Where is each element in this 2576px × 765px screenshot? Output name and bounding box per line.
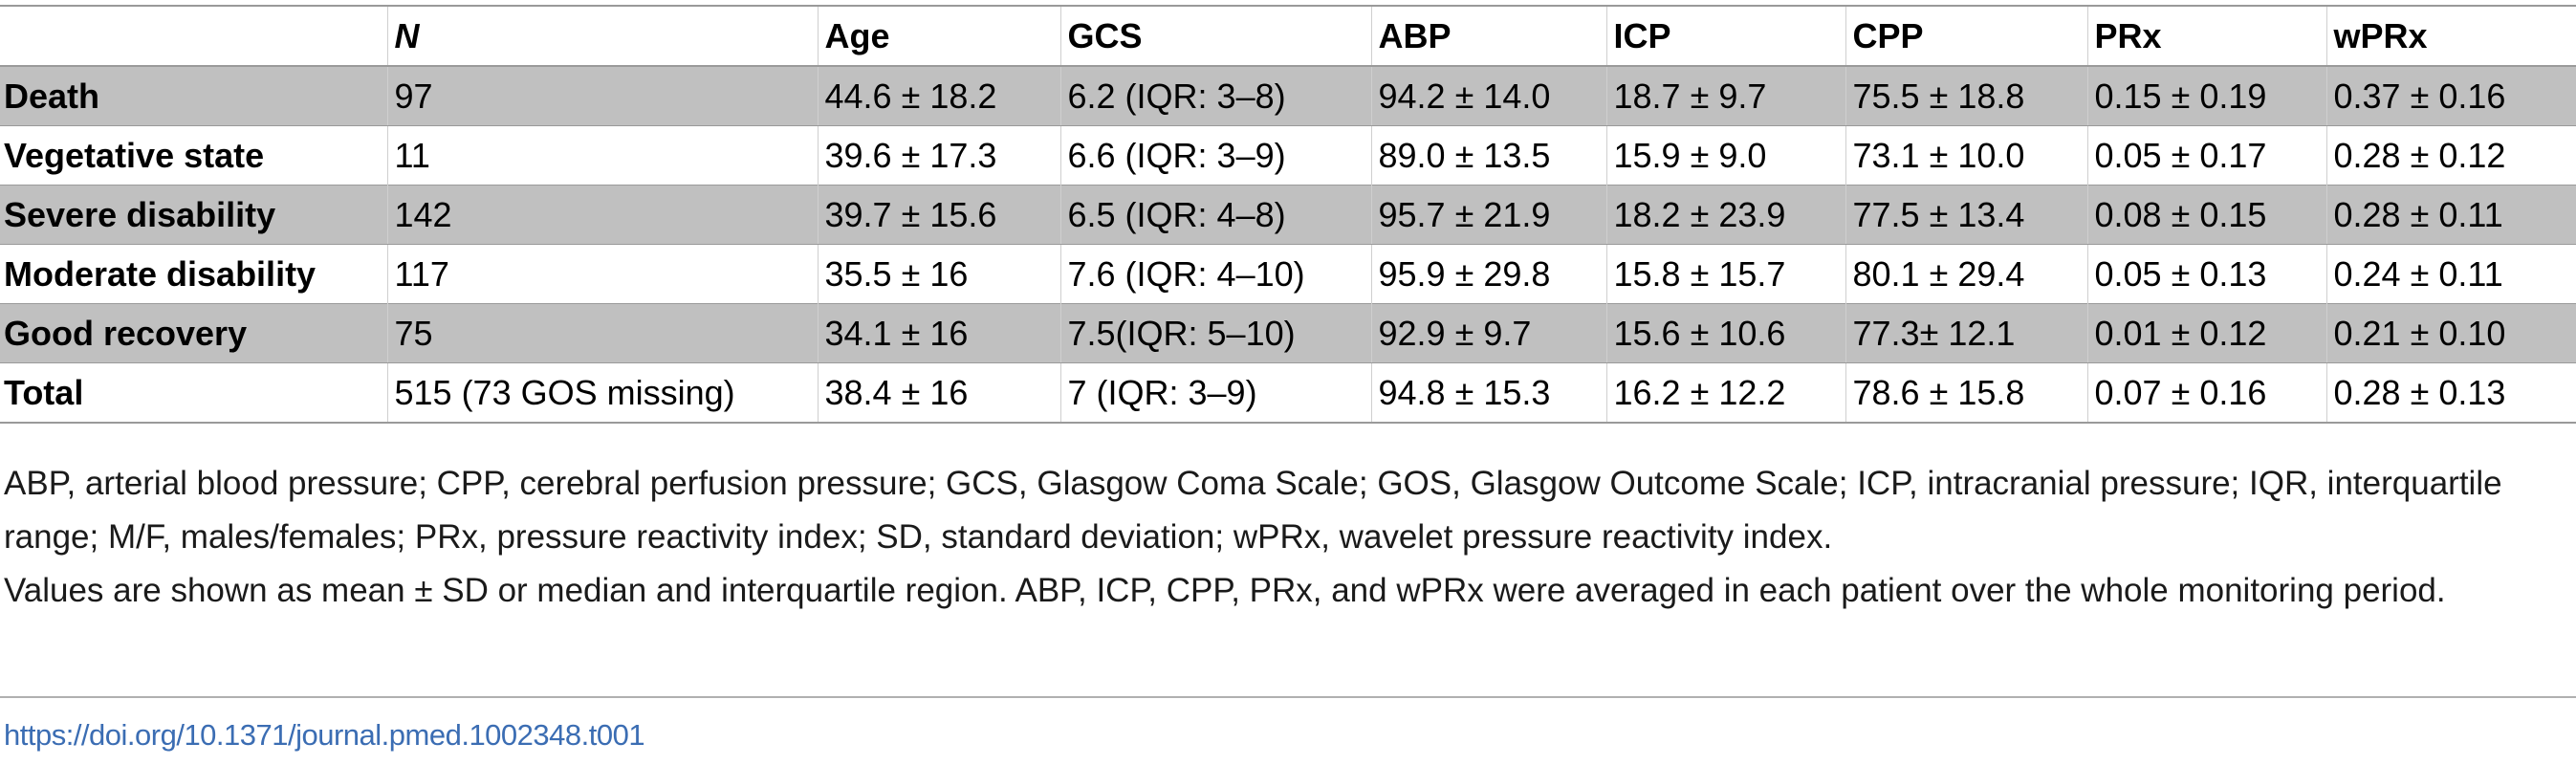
table-row <box>0 304 2576 363</box>
cell-gcs: 7.6 (IQR: 4–10) <box>1060 245 1371 304</box>
cell-n: 515 (73 GOS missing) <box>387 363 818 424</box>
cell-age: 38.4 ± 16 <box>818 363 1060 424</box>
cell-prx: 0.08 ± 0.15 <box>2087 186 2326 245</box>
cell-abp: 94.2 ± 14.0 <box>1371 66 1606 126</box>
cell-abp: 94.8 ± 15.3 <box>1371 363 1606 424</box>
table-row <box>0 186 2576 245</box>
cell-icp: 15.8 ± 15.7 <box>1606 245 1845 304</box>
row-label: Severe disability <box>0 186 387 245</box>
doi-link[interactable]: https://doi.org/10.1371/journal.pmed.1002348.t001 <box>4 718 645 752</box>
cell-gcs: 6.5 (IQR: 4–8) <box>1060 186 1371 245</box>
cell-wprx: 0.24 ± 0.11 <box>2326 245 2576 304</box>
cell-n: 97 <box>387 66 818 126</box>
cell-gcs: 6.2 (IQR: 3–8) <box>1060 66 1371 126</box>
cell-prx: 0.05 ± 0.13 <box>2087 245 2326 304</box>
cell-icp: 16.2 ± 12.2 <box>1606 363 1845 424</box>
cell-cpp: 77.3± 12.1 <box>1845 304 2087 363</box>
cell-abp: 92.9 ± 9.7 <box>1371 304 1606 363</box>
cell-cpp: 77.5 ± 13.4 <box>1845 186 2087 245</box>
cell-n: 75 <box>387 304 818 363</box>
cell-icp: 15.6 ± 10.6 <box>1606 304 1845 363</box>
table-row <box>0 126 2576 186</box>
row-label: Vegetative state <box>4 135 265 175</box>
cell-icp: 18.7 ± 9.7 <box>1606 66 1845 126</box>
table-header-row <box>0 6 2576 66</box>
header-age: Age <box>818 6 1060 66</box>
cell-wprx: 0.28 ± 0.11 <box>2326 186 2576 245</box>
values-note: Values are shown as mean ± SD or median and interquartile region. ABP, ICP, CPP, PRx, and wPRx were averaged in each patient over the whole monitoring period. <box>4 572 2446 609</box>
cell-prx: 0.15 ± 0.19 <box>2087 66 2326 126</box>
row-label: Total <box>4 372 84 412</box>
cell-wprx: 0.28 ± 0.13 <box>2326 363 2576 424</box>
header-prx: PRx <box>2087 6 2326 66</box>
header-icp: ICP <box>1606 6 1845 66</box>
table-row <box>0 66 2576 126</box>
cell-icp: 15.9 ± 9.0 <box>1606 126 1845 186</box>
cell-age: 44.6 ± 18.2 <box>818 66 1060 126</box>
cell-cpp: 80.1 ± 29.4 <box>1845 245 2087 304</box>
cell-gcs: 7 (IQR: 3–9) <box>1060 363 1371 424</box>
cell-n: 11 <box>387 126 818 186</box>
header-blank <box>0 6 387 66</box>
abbreviations-note: ABP, arterial blood pressure; CPP, cerebral perfusion pressure; GCS, Glasgow Coma Scale; GOS, Glasgow Outcome Scale; ICP, intracranial pressure; IQR, interquartile range; M/F, males/females; PRx, pressure reactivity index; SD, standard deviation; wPRx, wavelet pressure reactivity index. <box>4 465 2502 556</box>
table-row <box>0 245 2576 304</box>
cell-abp: 95.7 ± 21.9 <box>1371 186 1606 245</box>
cell-abp: 89.0 ± 13.5 <box>1371 126 1606 186</box>
cell-cpp: 78.6 ± 15.8 <box>1845 363 2087 424</box>
cell-gcs: 6.6 (IQR: 3–9) <box>1060 126 1371 186</box>
cell-prx: 0.01 ± 0.12 <box>2087 304 2326 363</box>
row-label: Moderate disability <box>4 253 317 294</box>
cell-age: 35.5 ± 16 <box>818 245 1060 304</box>
header-gcs: GCS <box>1060 6 1371 66</box>
cell-wprx: 0.37 ± 0.16 <box>2326 66 2576 126</box>
cell-prx: 0.05 ± 0.17 <box>2087 126 2326 186</box>
cell-n: 142 <box>387 186 818 245</box>
row-label: Good recovery <box>0 304 387 363</box>
cell-wprx: 0.21 ± 0.10 <box>2326 304 2576 363</box>
outcome-table <box>0 5 2576 424</box>
cell-wprx: 0.28 ± 0.12 <box>2326 126 2576 186</box>
cell-cpp: 75.5 ± 18.8 <box>1845 66 2087 126</box>
header-abp: ABP <box>1371 6 1606 66</box>
header-n: N <box>387 6 818 66</box>
cell-n: 117 <box>387 245 818 304</box>
cell-age: 39.7 ± 15.6 <box>818 186 1060 245</box>
row-label: Death <box>0 66 387 126</box>
cell-gcs: 7.5(IQR: 5–10) <box>1060 304 1371 363</box>
cell-age: 39.6 ± 17.3 <box>818 126 1060 186</box>
cell-age: 34.1 ± 16 <box>818 304 1060 363</box>
table-row <box>0 363 2576 424</box>
cell-abp: 95.9 ± 29.8 <box>1371 245 1606 304</box>
footer-divider <box>0 696 2576 698</box>
cell-prx: 0.07 ± 0.16 <box>2087 363 2326 424</box>
table-footnotes <box>4 457 2557 618</box>
header-wprx: wPRx <box>2326 6 2576 66</box>
cell-cpp: 73.1 ± 10.0 <box>1845 126 2087 186</box>
cell-icp: 18.2 ± 23.9 <box>1606 186 1845 245</box>
header-cpp: CPP <box>1845 6 2087 66</box>
